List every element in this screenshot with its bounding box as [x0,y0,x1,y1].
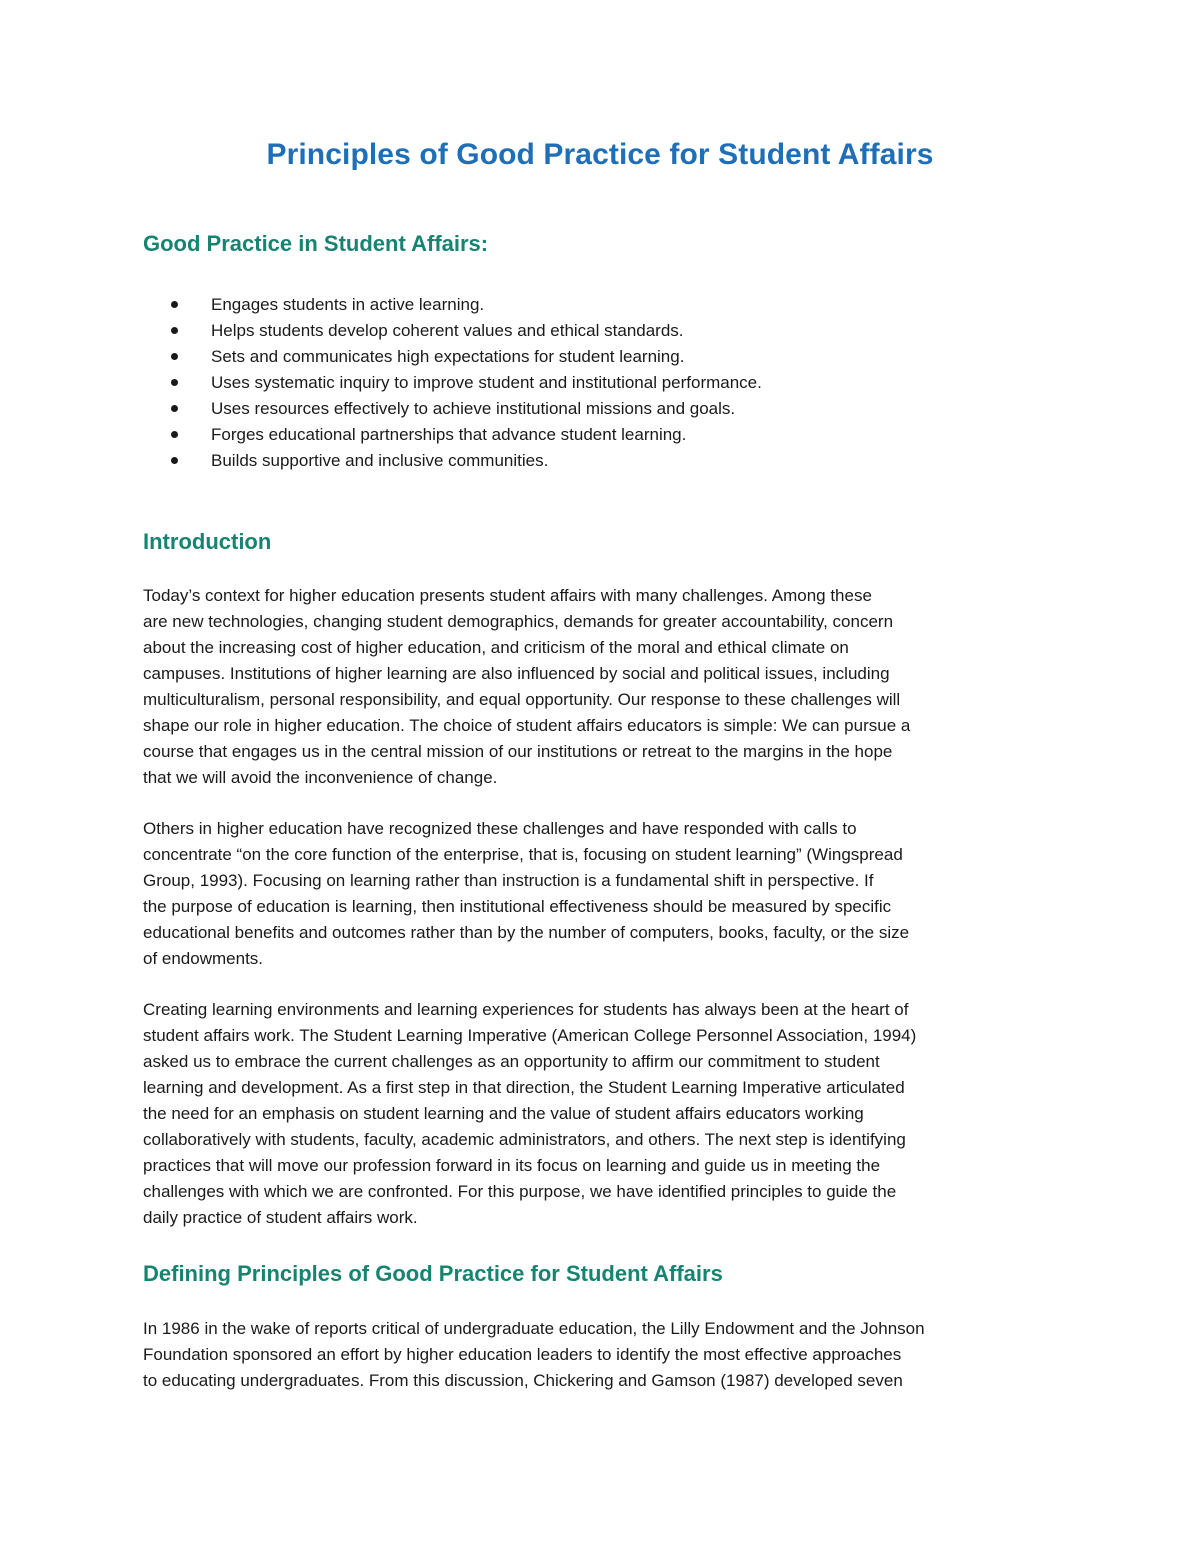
good-practice-list [171,292,762,474]
list-item: Sets and communicates high expectations for student learning. [171,344,762,370]
list-item: Engages students in active learning. [171,292,762,318]
bullet-icon [171,353,178,360]
list-item: Uses systematic inquiry to improve student and institutional performance. [171,370,762,396]
heading-good-practice: Good Practice in Student Affairs: [143,231,489,256]
intro-paragraph-1: Today’s context for higher education presents student affairs with many challenges. Among these are new technologies, changing student demographics, demands for greater accountability, concern about the increasing cost of higher education, and criticism of the moral and ethical climate on campuses. Institutions of higher learning are also influenced by social and political issues, including multiculturalism, personal responsibility, and equal opportunity. Our response to these challenges will shape our role in higher education. The choice of student affairs educators is simple: We can pursue a course that engages us in the central mission of our institutions or retreat to the margins in the hope that we will avoid the inconvenience of change. [143,586,911,787]
bullet-icon [171,301,178,308]
heading-defining-principles: Defining Principles of Good Practice for Student Affairs [143,1261,723,1286]
defining-paragraph-1: In 1986 in the wake of reports critical of undergraduate education, the Lilly Endowment and the Johnson Foundation sponsored an effort by higher education leaders to identify the most effective approaches to educating undergraduates. From this discussion, Chickering and Gamson (1987) developed seven [143,1319,925,1390]
bullet-icon [171,405,178,412]
heading-introduction: Introduction [143,529,272,554]
document-title: Principles of Good Practice for Student Affairs [266,138,934,171]
intro-paragraph-2: Others in higher education have recognized these challenges and have responded with calls to concentrate “on the core function of the enterprise, that is, focusing on student learning” (Wingspread Group, 1993). Focusing on learning rather than instruction is a fundamental shift in perspective. If the purpose of education is learning, then institutional effectiveness should be measured by specific educational benefits and outcomes rather than by the number of computers, books, faculty, or the size of endowments. [143,819,910,968]
bullet-icon [171,431,178,438]
list-item: Forges educational partnerships that advance student learning. [171,422,762,448]
bullet-icon [171,379,178,386]
list-item: Uses resources effectively to achieve institutional missions and goals. [171,396,762,422]
bullet-icon [171,457,178,464]
list-item: Helps students develop coherent values and ethical standards. [171,318,762,344]
intro-paragraph-3: Creating learning environments and learning experiences for students has always been at the heart of student affairs work. The Student Learning Imperative (American College Personnel Association, 1994) asked us to embrace the current challenges as an opportunity to affirm our commitment to student learning and development. As a first step in that direction, the Student Learning Imperative articulated the need for an emphasis on student learning and the value of student affairs educators working collaboratively with students, faculty, academic administrators, and others. The next step is identifying practices that will move our profession forward in its focus on learning and guide us in meeting the challenges with which we are confronted. For this purpose, we have identified principles to guide the daily practice of student affairs work. [143,1000,917,1227]
bullet-icon [171,327,178,334]
list-item: Builds supportive and inclusive communities. [171,448,762,474]
